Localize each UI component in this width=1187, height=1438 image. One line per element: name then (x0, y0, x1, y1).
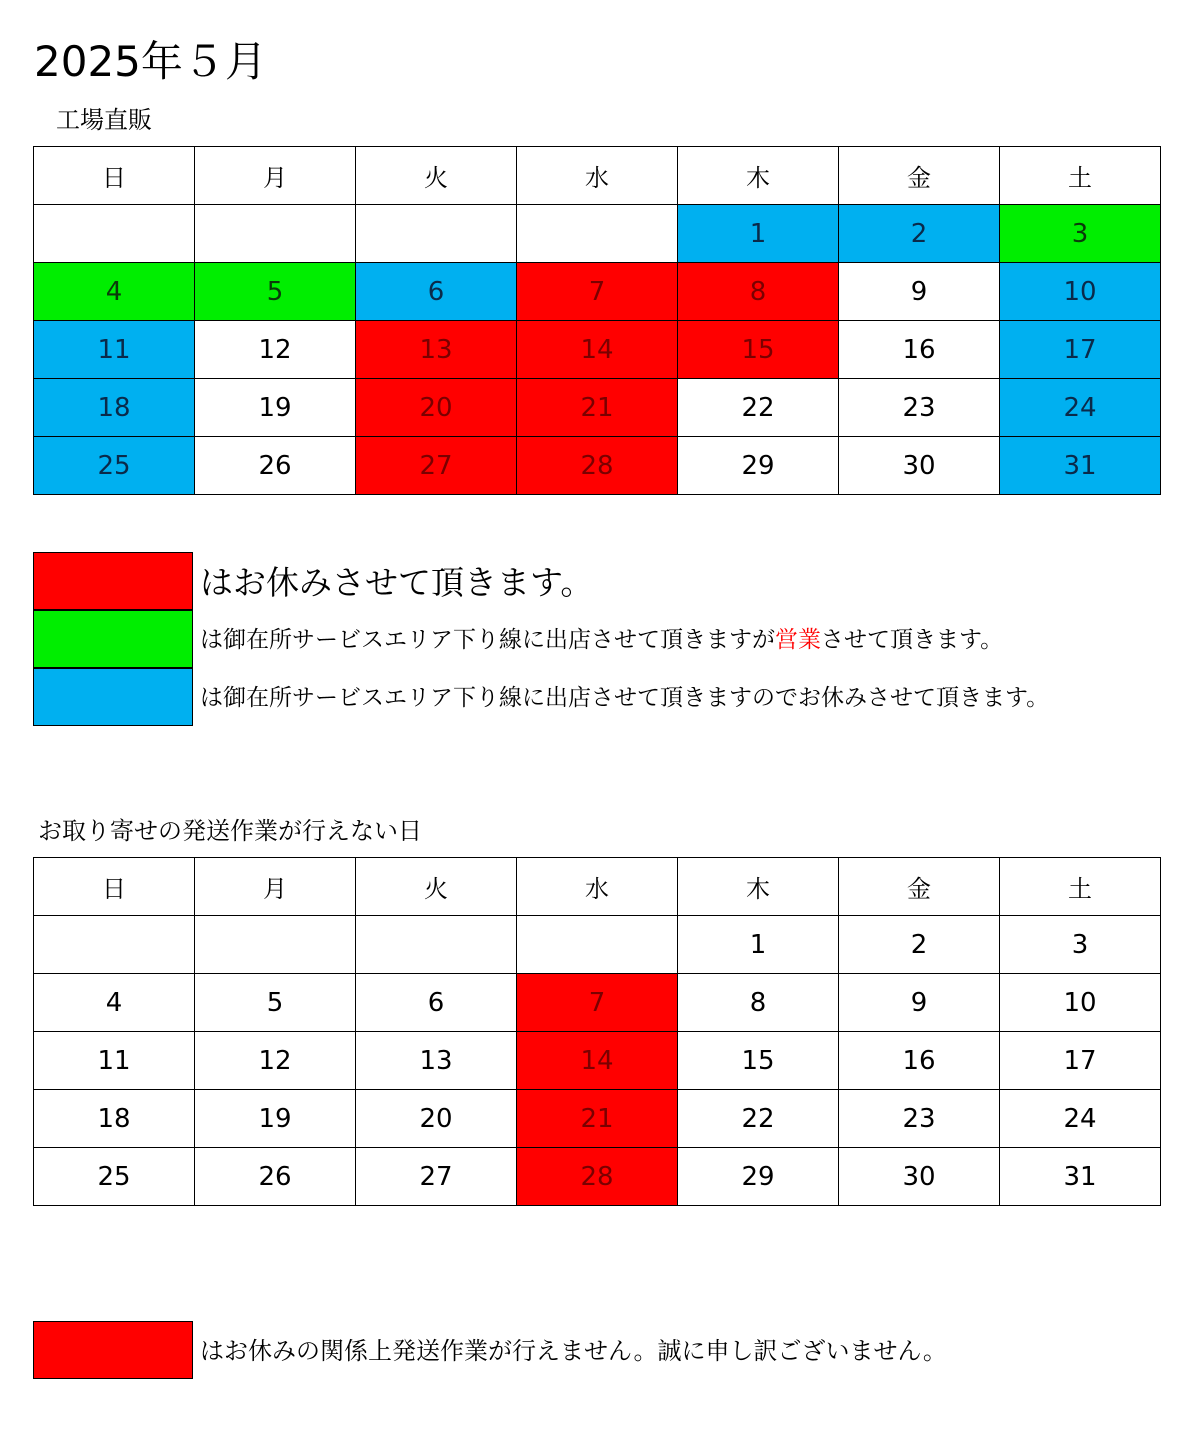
shipping-weekday-5: 金 (839, 858, 1000, 916)
shipping-empty-cell (356, 916, 517, 974)
legend-red-swatch (33, 552, 193, 610)
factory-weekday-header (34, 147, 1161, 205)
factory-day-cell: 14 (517, 321, 678, 379)
legend-green-text (200, 624, 1003, 656)
shipping-empty-cell (517, 916, 678, 974)
factory-week-row (34, 437, 1161, 495)
factory-weekday-2: 火 (356, 147, 517, 205)
shipping-calendar (33, 857, 1161, 1206)
factory-week-row (34, 263, 1161, 321)
factory-weekday-1: 月 (195, 147, 356, 205)
shipping-empty-cell (34, 916, 195, 974)
shipping-day-cell: 14 (517, 1032, 678, 1090)
factory-empty-cell (195, 205, 356, 263)
factory-day-cell: 28 (517, 437, 678, 495)
shipping-empty-cell (195, 916, 356, 974)
factory-day-cell: 3 (1000, 205, 1161, 263)
shipping-day-cell: 1 (678, 916, 839, 974)
shipping-weekday-0: 日 (34, 858, 195, 916)
factory-day-cell: 10 (1000, 263, 1161, 321)
factory-day-cell: 12 (195, 321, 356, 379)
shipping-legend-red-swatch (33, 1321, 193, 1379)
factory-day-cell: 20 (356, 379, 517, 437)
shipping-weekday-6: 土 (1000, 858, 1161, 916)
legend-blue-swatch (33, 668, 193, 726)
shipping-day-cell: 27 (356, 1148, 517, 1206)
legend-green-swatch (33, 610, 193, 668)
factory-weekday-5: 金 (839, 147, 1000, 205)
shipping-weekday-2: 火 (356, 858, 517, 916)
shipping-day-cell: 21 (517, 1090, 678, 1148)
factory-day-cell: 11 (34, 321, 195, 379)
shipping-day-cell: 10 (1000, 974, 1161, 1032)
factory-weekday-6: 土 (1000, 147, 1161, 205)
factory-day-cell: 26 (195, 437, 356, 495)
shipping-day-cell: 31 (1000, 1148, 1161, 1206)
shipping-legend-red-text: はお休みの関係上発送作業が行えません。誠に申し訳ございません。 (200, 1337, 947, 1365)
factory-day-cell: 24 (1000, 379, 1161, 437)
shipping-day-cell: 7 (517, 974, 678, 1032)
factory-day-cell: 9 (839, 263, 1000, 321)
factory-weekday-3: 水 (517, 147, 678, 205)
factory-day-cell: 1 (678, 205, 839, 263)
factory-calendar (33, 146, 1161, 495)
shipping-week-row (34, 1148, 1161, 1206)
factory-day-cell: 31 (1000, 437, 1161, 495)
shipping-day-cell: 11 (34, 1032, 195, 1090)
factory-week-row (34, 205, 1161, 263)
shipping-day-cell: 5 (195, 974, 356, 1032)
page-title: 2025年５月 (34, 37, 267, 86)
shipping-day-cell: 9 (839, 974, 1000, 1032)
factory-day-cell: 25 (34, 437, 195, 495)
shipping-day-cell: 15 (678, 1032, 839, 1090)
factory-sales-heading: 工場直販 (56, 106, 152, 134)
factory-day-cell: 6 (356, 263, 517, 321)
shipping-week-row (34, 974, 1161, 1032)
shipping-day-cell: 24 (1000, 1090, 1161, 1148)
factory-day-cell: 15 (678, 321, 839, 379)
shipping-week-row (34, 1032, 1161, 1090)
shipping-day-cell: 19 (195, 1090, 356, 1148)
shipping-weekday-4: 木 (678, 858, 839, 916)
shipping-day-cell: 25 (34, 1148, 195, 1206)
shipping-day-cell: 16 (839, 1032, 1000, 1090)
shipping-day-cell: 17 (1000, 1032, 1161, 1090)
factory-day-cell: 2 (839, 205, 1000, 263)
factory-day-cell: 21 (517, 379, 678, 437)
factory-day-cell: 18 (34, 379, 195, 437)
legend-green-text-post: させて頂きます。 (821, 627, 1004, 653)
factory-day-cell: 5 (195, 263, 356, 321)
legend-blue-text: は御在所サービスエリア下り線に出店させて頂きますのでお休みさせて頂きます。 (200, 685, 1050, 711)
factory-day-cell: 29 (678, 437, 839, 495)
factory-empty-cell (34, 205, 195, 263)
shipping-day-cell: 3 (1000, 916, 1161, 974)
shipping-heading: お取り寄せの発送作業が行えない日 (38, 817, 422, 845)
legend-green-text-accent: 営業 (775, 627, 821, 653)
factory-day-cell: 19 (195, 379, 356, 437)
factory-day-cell: 23 (839, 379, 1000, 437)
legend-red-text: はお休みさせて頂きます。 (200, 563, 594, 602)
shipping-day-cell: 26 (195, 1148, 356, 1206)
factory-empty-cell (356, 205, 517, 263)
factory-day-cell: 13 (356, 321, 517, 379)
shipping-day-cell: 22 (678, 1090, 839, 1148)
shipping-day-cell: 8 (678, 974, 839, 1032)
factory-day-cell: 22 (678, 379, 839, 437)
factory-empty-cell (517, 205, 678, 263)
shipping-week-row (34, 916, 1161, 974)
factory-day-cell: 27 (356, 437, 517, 495)
factory-day-cell: 8 (678, 263, 839, 321)
legend-green-text-pre: は御在所サービスエリア下り線に出店させて頂きますが (200, 627, 775, 653)
factory-weekday-0: 日 (34, 147, 195, 205)
factory-week-row (34, 379, 1161, 437)
shipping-day-cell: 30 (839, 1148, 1000, 1206)
shipping-day-cell: 4 (34, 974, 195, 1032)
shipping-day-cell: 6 (356, 974, 517, 1032)
factory-day-cell: 7 (517, 263, 678, 321)
factory-week-row (34, 321, 1161, 379)
shipping-weekday-1: 月 (195, 858, 356, 916)
shipping-day-cell: 2 (839, 916, 1000, 974)
shipping-day-cell: 13 (356, 1032, 517, 1090)
shipping-weekday-header (34, 858, 1161, 916)
factory-day-cell: 4 (34, 263, 195, 321)
shipping-day-cell: 29 (678, 1148, 839, 1206)
shipping-day-cell: 28 (517, 1148, 678, 1206)
factory-day-cell: 17 (1000, 321, 1161, 379)
shipping-week-row (34, 1090, 1161, 1148)
factory-day-cell: 30 (839, 437, 1000, 495)
factory-weekday-4: 木 (678, 147, 839, 205)
shipping-day-cell: 23 (839, 1090, 1000, 1148)
shipping-day-cell: 18 (34, 1090, 195, 1148)
shipping-day-cell: 20 (356, 1090, 517, 1148)
factory-day-cell: 16 (839, 321, 1000, 379)
shipping-day-cell: 12 (195, 1032, 356, 1090)
shipping-weekday-3: 水 (517, 858, 678, 916)
